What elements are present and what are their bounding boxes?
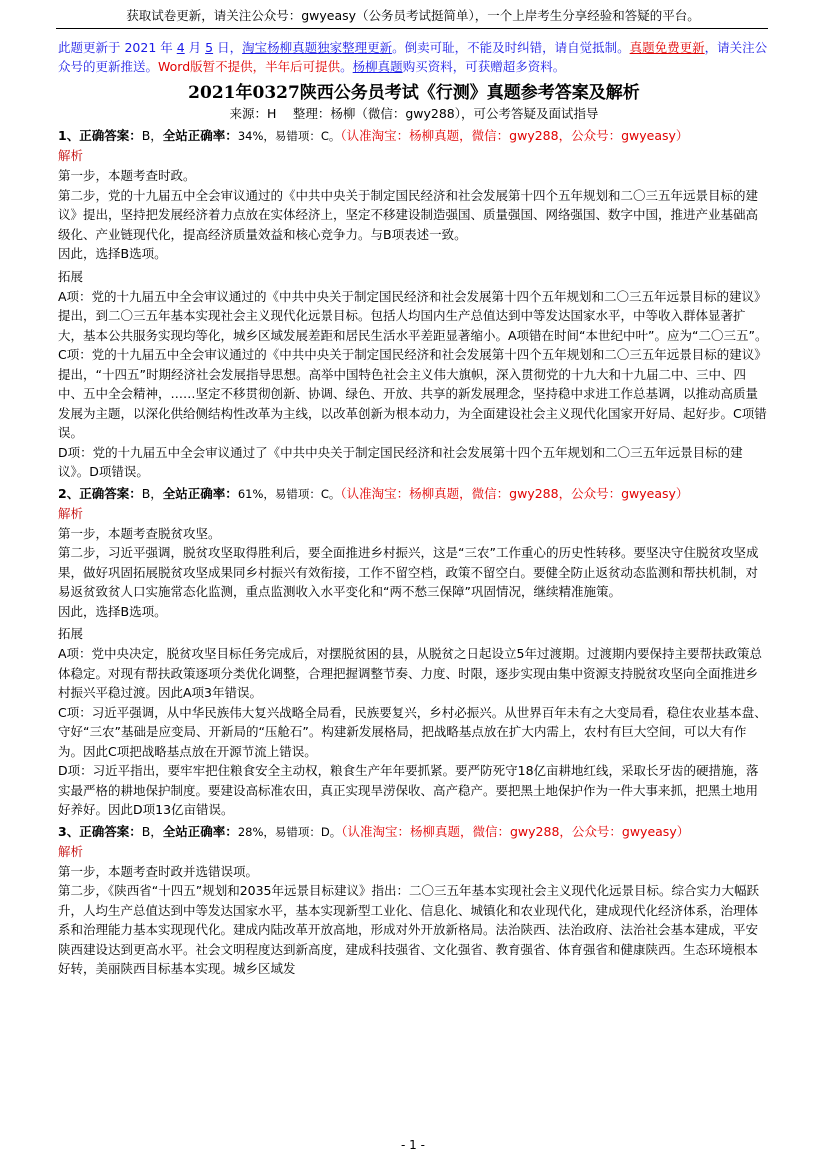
question-3 [58, 822, 770, 979]
taobao-shop-link[interactable]: 淘宝杨柳真题 [242, 40, 318, 55]
question-number: 3、 [58, 823, 80, 839]
notice-text-3: 日， [213, 40, 243, 55]
extension-paragraph: C项：习近平强调，从中华民族伟大复兴战略全局看，民族要复兴，乡村必振兴。从世界百年未有之大变局看，稳住农业基本盘、守好“三农”基础是应变局、开新局的“压舱石”。构建新发展格局，把战略基点放在扩大内需上，农村有巨大空间，可以大有作为。因此C项把战略基点放在开源节流上错误。 [58, 704, 767, 759]
rate-label: 全站正确率： [162, 485, 238, 501]
rate-label: 全站正确率： [162, 823, 238, 839]
analysis-paragraph: 因此，选择B选项。 [58, 246, 167, 261]
extension-paragraph: D项：习近平指出，要牢牢把住粮食安全主动权，粮食生产年年要抓紧。要严防死守18亿亩耕地红线，采取长牙齿的硬措施，落实最严格的耕地保护制度。要建设高标准农田，真正实现旱涝保收、高产稳产。要把黑土地保护作为一件大事来抓，把黑土地用好养好。因此D项13亿亩错误。 [58, 763, 759, 817]
question-number: 2、 [58, 485, 80, 501]
analysis-heading: 解析 [58, 843, 84, 859]
extension-paragraph: C项：党的十九届五中全会审议通过的《中共中央关于制定国民经济和社会发展第十四个五年规划和二〇三五年远景目标的建议》提出，“十四五”时期经济社会发展指导思想。高举中国特色社会主义伟大旗帜，深入贯彻党的十九大和十九届二中、三中、四中、五中全会精神，……坚定不移贯彻创新、协调、绿色、开放、共享的新发展理念，坚持稳中求进工作总基调，以推动高质量发展为主题，以深化供给侧结构性改革为主线，以改革创新为根本动力，为全面建设社会主义现代化国家开好局、起好步。C项错误。 [58, 347, 767, 440]
notice-text-7: 购买资料，可获赠超多资料。 [402, 59, 566, 74]
free-update-link[interactable]: 真题免费更新 [629, 40, 705, 55]
extension-heading: 拓展 [58, 268, 84, 284]
analysis-paragraph: 第一步，本题考查时政。 [58, 168, 196, 183]
notice-month: 4 [176, 40, 185, 55]
analysis-paragraph: 第一步，本题考查脱贫攻坚。 [58, 525, 221, 541]
notice-text-1: 此题更新于 2021 年 [58, 40, 177, 55]
page-number: - 1 - [401, 1138, 425, 1152]
question-header [58, 126, 770, 146]
question-2 [58, 484, 770, 820]
analysis-heading: 解析 [58, 505, 84, 521]
question-header [58, 822, 770, 842]
rate-value: 28%，易错项：D。 [237, 824, 342, 839]
yangliu-link[interactable]: 杨柳真题 [352, 59, 403, 74]
extension-heading: 拓展 [58, 626, 84, 641]
exclusive-update-text: 独家整理更新 [317, 40, 393, 55]
promo-text: （认准淘宝：杨柳真题，微信：gwy288，公众号：gwyeasy） [340, 485, 689, 501]
rate-value: 61%，易错项：C。 [237, 486, 341, 501]
extension-paragraph: D项：党的十九届五中全会审议通过了《中共中央关于制定国民经济和社会发展第十四个五年规划和二〇三五年远景目标的建议》。D项错误。 [58, 444, 743, 479]
analysis-paragraph: 第二步，《陕西省“十四五”规划和2035年远景目标建议》指出：二〇三五年基本实现社会主义现代化远景目标。综合实力大幅跃升，人均生产总值达到中等发达国家水平，基本实现新型工业化、信息化、城镇化和农业现代化，建成现代化经济体系，治理体系和治理能力基本实现现代化。建成内陆改革开放高地，形成对外开放新格局。法治陕西、法治政府、法治社会基本建成，平安陕西建设达到更高水平。社会文明程度达到新高度，建成科技强省、文化强省、教育强省、体育强省和健康陕西。生态环境根本好转，美丽陕西目标基本实现。城乡区域发 [58, 883, 760, 976]
header-divider [56, 28, 768, 29]
notice-text-2: 月 [184, 40, 206, 55]
analysis-paragraph: 第一步，本题考查时政并选错误项。 [58, 863, 259, 879]
promo-text: （认准淘宝：杨柳真题，微信：gwy288，公众号：gwyeasy） [340, 128, 689, 143]
rate-label: 全站正确率： [162, 128, 238, 143]
answer-value: B， [141, 128, 163, 143]
analysis-heading: 解析 [58, 148, 84, 163]
answer-label: 正确答案： [79, 128, 142, 143]
analysis-paragraph: 因此，选择B选项。 [58, 603, 167, 619]
notice-text-4: 。倒卖可耻，不能及时纠错，请自觉抵制。 [392, 40, 630, 55]
answer-value: B， [141, 485, 163, 501]
question-1 [58, 126, 770, 482]
answer-label: 正确答案： [79, 485, 142, 501]
notice-text-5: ，请关注公众号的更新推送。 [58, 40, 768, 74]
update-notice [58, 38, 770, 76]
notice-day: 5 [205, 40, 214, 55]
answer-value: B， [141, 823, 163, 839]
analysis-paragraph: 第二步，党的十九届五中全会审议通过的《中共中央关于制定国民经济和社会发展第十四个五年规划和二〇三五年远景目标的建议》提出，坚持把发展经济着力点放在实体经济上，坚定不移建设制造强国、质量强国、网络强国、数字中国，推进产业基础高级化、产业链现代化，提高经济质量效益和核心竞争力。与B项表述一致。 [58, 187, 759, 242]
analysis-paragraph: 第二步，习近平强调，脱贫攻坚取得胜利后，要全面推进乡村振兴，这是“三农”工作重心的历史性转移。要坚决守住脱贫攻坚成果，做好巩固拓展脱贫攻坚成果同乡村振兴有效衔接，工作不留空档，政策不留空白。要健全防止返贫动态监测和帮扶机制，对易返贫致贫人口实施常态化监测，重点监测收入水平变化和“两不愁三保障”巩固情况，继续精准施策。 [58, 545, 759, 599]
answer-label: 正确答案： [79, 823, 142, 839]
document-body [58, 38, 770, 979]
question-number: 1、 [58, 128, 80, 143]
page-title: 2021年0327陕西公务员考试《行测》真题参考答案及解析 [188, 83, 640, 103]
promo-text: （认准淘宝：杨柳真题，微信：gwy288，公众号：gwyeasy） [341, 823, 690, 839]
extension-paragraph: A项：党的十九届五中全会审议通过的《中共中央关于制定国民经济和社会发展第十四个五年规划和二〇三五年远景目标的建议》提出，到二〇三五年基本实现社会主义现代化远景目标。包括人均国内生产总值达到中等发达国家水平，中等收入群体显著扩大，基本公共服务实现均等化，城乡区域发展差距和居民生活水平差距显著缩小。A项错在时间“本世纪中叶”。应为“二〇三五”。 [58, 288, 768, 343]
notice-text-6: 。 [340, 59, 353, 74]
question-header [58, 484, 770, 504]
extension-paragraph: A项：党中央决定，脱贫攻坚目标任务完成后，对摆脱贫困的县，从脱贫之日起设立5年过渡期。过渡期内要保持主要帮扶政策总体稳定。对现有帮扶政策逐项分类优化调整，合理把握调整节奏、力度、时限，逐步实现由集中资源支持脱贫攻坚向全面推进乡村振兴平稳过渡。因此A项3年错误。 [58, 646, 763, 700]
header-note: 获取试卷更新，请关注公众号：gwyeasy（公务员考试挺简单），一个上岸考生分享经验和答疑的平台。 [126, 8, 700, 23]
word-version-note: Word版暂不提供，半年后可提供 [158, 59, 341, 74]
source-line: 来源：H 整理：杨柳（微信：gwy288），可公考答疑及面试指导 [229, 106, 599, 121]
rate-value: 34%，易错项：C。 [237, 129, 341, 143]
